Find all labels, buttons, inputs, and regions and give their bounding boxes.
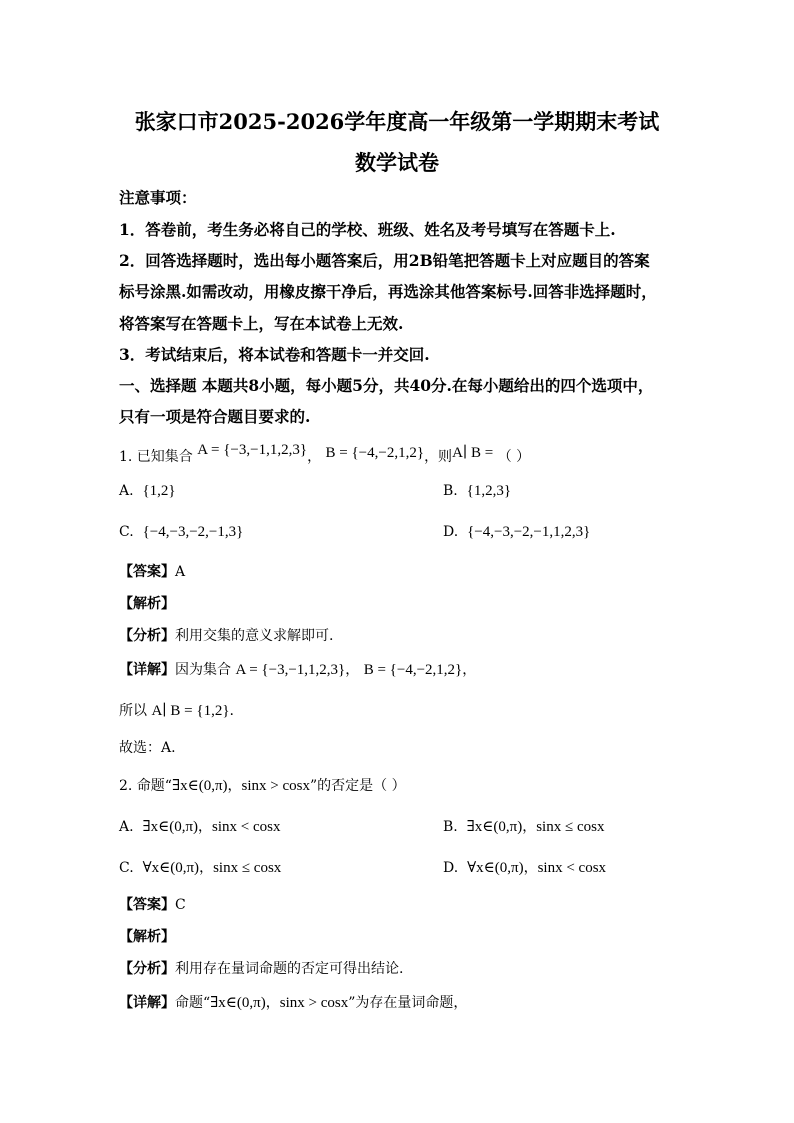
option-label: C.	[119, 860, 134, 876]
question-2-suffix: ”的否定是（ ）	[310, 778, 406, 794]
question-1-option-c	[119, 524, 243, 541]
question-1-conclusion	[119, 700, 234, 720]
question-1-option-a	[119, 483, 176, 500]
question-2-xiangjie	[119, 992, 467, 1012]
question-1-stem	[119, 442, 531, 466]
xiangjie-expression: ∃x∈(0,π)	[210, 995, 266, 1011]
question-1-answer	[119, 561, 185, 581]
option-text: {1,2,3}	[466, 483, 512, 499]
option-expression: ∃x∈(0,π)	[466, 819, 523, 835]
question-2-prefix: 2. 命题“	[119, 778, 172, 794]
question-1-ask: ，则	[424, 449, 453, 465]
question-2-sep: ，	[227, 778, 242, 794]
xiangjie-sep: ，	[265, 995, 280, 1011]
option-label: C.	[119, 524, 134, 540]
option-expression: ∀x∈(0,π)	[142, 860, 200, 876]
question-1-sep: ，	[307, 449, 322, 465]
option-label: D.	[443, 524, 459, 540]
option-inequality: sinx < cosx	[212, 819, 281, 835]
option-expression: ∀x∈(0,π)	[467, 860, 524, 876]
section-heading-line-1: 一、选择题 本题共8小题，每小题5分，共40分.在每小题给出的四个选项中，	[119, 376, 654, 395]
option-label: A.	[119, 483, 134, 499]
option-expression: ∃x∈(0,π)	[142, 819, 199, 835]
option-label: D.	[443, 860, 459, 876]
xiangjie-set-b: B = {−4,−2,1,2}	[363, 662, 463, 678]
note-item-2-line-1: 2．回答选择题时，选出每小题答案后，用2B铅笔把答题卡上对应题目的答案	[119, 251, 650, 270]
question-1-option-d	[443, 524, 590, 541]
option-label: B.	[443, 483, 458, 499]
question-2-inequality: sinx > cosx	[241, 778, 310, 794]
page-subtitle: 数学试卷	[355, 150, 439, 175]
question-2-analysis-tag: 【解析】	[119, 929, 175, 945]
so-text: 所以	[119, 703, 147, 719]
note-item-2-line-3: 将答案写在答题卡上，写在本试卷上无效.	[119, 314, 404, 333]
question-2-fenxi	[119, 958, 403, 978]
question-2-expression: ∃x∈(0,π)	[171, 778, 228, 794]
question-2-option-a: A. ∃x∈(0,π)，sinx < cosx	[119, 819, 281, 835]
so-expression: A∣ B = {1,2}	[151, 703, 230, 719]
xiangjie-text: 因为集合	[175, 662, 231, 678]
page-title: 张家口市2025-2026学年度高一年级第一学期期末考试	[134, 109, 660, 134]
question-2-answer	[119, 894, 186, 914]
note-item-1: 1．答卷前，考生务必将自己的学校、班级、姓名及考号填写在答题卡上.	[119, 220, 616, 239]
note-item-2-line-2: 标号涂黑.如需改动，用橡皮擦干净后，再选涂其他答案标号.回答非选择题时，	[119, 282, 657, 301]
xiangjie-inequality: sinx > cosx	[279, 995, 349, 1011]
question-2-option-b: B. ∃x∈(0,π)，sinx ≤ cosx	[443, 819, 605, 835]
xiangjie-tag: 【详解】	[119, 662, 175, 678]
xiangjie-tag: 【详解】	[119, 995, 175, 1011]
xiangjie-set-a: A = {−3,−1,1,2,3}	[235, 662, 346, 678]
question-2-stem	[119, 775, 406, 795]
xiangjie-end: ，	[462, 662, 477, 678]
fenxi-text: 利用交集的意义求解即可.	[175, 628, 334, 644]
option-text: {1,2}	[142, 483, 176, 499]
option-text: {−4,−3,−2,−1,1,2,3}	[467, 524, 591, 540]
so-end: .	[229, 703, 234, 719]
option-inequality: sinx < cosx	[537, 860, 607, 876]
fenxi-tag: 【分析】	[119, 628, 175, 644]
xiangjie-sep: ，	[345, 662, 360, 678]
fenxi-text: 利用存在量词命题的否定可得出结论.	[175, 961, 404, 977]
option-text: {−4,−3,−2,−1,3}	[142, 524, 244, 540]
question-1-fenxi	[119, 625, 333, 645]
note-item-3: 3．考试结束后，将本试卷和答题卡一并交回.	[119, 345, 430, 364]
question-1-prefix: 1. 已知集合	[119, 449, 193, 465]
question-1-xiangjie	[119, 659, 476, 679]
question-1-choose: 故选：A.	[119, 740, 176, 756]
option-label: B.	[443, 819, 458, 835]
section-heading-line-2: 只有一项是符合题目要求的.	[119, 407, 311, 426]
answer-value: A	[175, 564, 186, 580]
xiangjie-post: ”为存在量词命题，	[348, 995, 468, 1011]
answer-tag: 【答案】	[119, 564, 175, 580]
answer-tag: 【答案】	[119, 897, 175, 913]
option-inequality: sinx ≤ cosx	[213, 860, 282, 876]
fenxi-tag: 【分析】	[119, 961, 175, 977]
question-1-set-a: A = {−3,−1,1,2,3}	[197, 442, 308, 458]
question-1-blank: （ ）	[497, 449, 531, 465]
option-inequality: sinx ≤ cosx	[536, 819, 605, 835]
option-label: A.	[119, 819, 134, 835]
question-2-option-c: C. ∀x∈(0,π)，sinx ≤ cosx	[119, 860, 282, 876]
answer-value: C	[175, 897, 186, 913]
question-2-option-d: D. ∀x∈(0,π)，sinx < cosx	[443, 860, 607, 876]
xiangjie-pre: 命题“	[175, 995, 211, 1011]
question-1-option-b	[443, 483, 511, 500]
question-1-set-b: B = {−4,−2,1,2}	[325, 445, 425, 461]
question-1-expression: A∣ B =	[452, 445, 494, 461]
notes-heading: 注意事项：	[119, 188, 197, 207]
question-1-analysis-tag: 【解析】	[119, 596, 175, 612]
